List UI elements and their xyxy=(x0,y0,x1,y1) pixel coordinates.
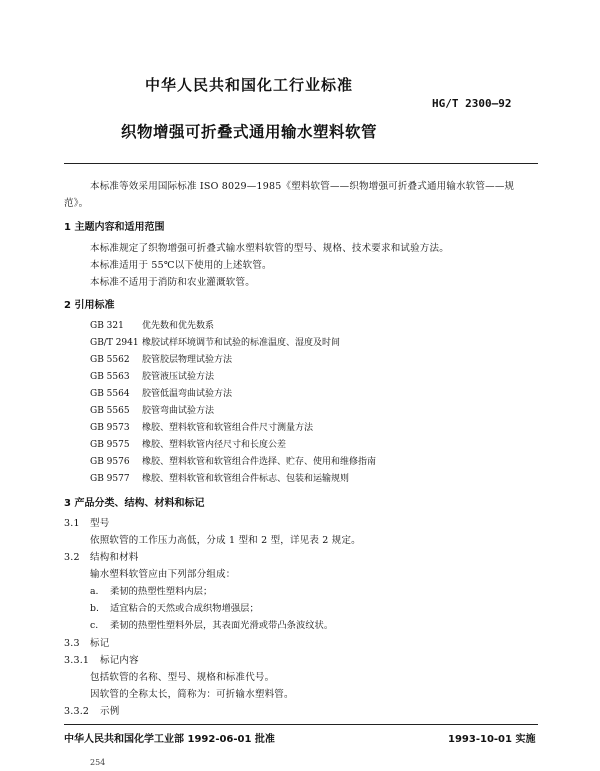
reference-code: GB/T 2941 xyxy=(90,338,139,348)
reference-code: GB 5563 xyxy=(90,372,130,382)
list-text: 柔韧的热塑性塑料外层，其表面光滑或带凸条波纹状。 xyxy=(110,620,334,631)
reference-item xyxy=(90,335,340,348)
clause-3-3-1-heading xyxy=(64,652,139,666)
reference-title: 胶管胶层物理试验方法 xyxy=(142,355,233,365)
reference-title: 优先数和优先数系 xyxy=(142,321,215,331)
list-marker: a. xyxy=(90,586,99,597)
clause-number: 3.3.1 xyxy=(64,655,90,666)
reference-code: GB 9576 xyxy=(90,457,130,467)
clause-title: 标记 xyxy=(90,638,110,649)
reference-title: 橡胶、塑料软管和软管组合件选择、贮存、使用和维修指南 xyxy=(142,457,377,467)
clause-3-3-2-heading xyxy=(64,703,119,717)
clause-3-1-heading xyxy=(64,515,109,529)
reference-title: 橡胶、塑料软管内径尺寸和长度公差 xyxy=(142,440,287,450)
reference-code: GB 9573 xyxy=(90,423,130,433)
reference-title: 橡胶试样环境调节和试验的标准温度、湿度及时间 xyxy=(142,338,341,348)
standard-title: 织物增强可折叠式通用输水塑料软管 xyxy=(121,123,378,141)
header-rule xyxy=(64,163,538,164)
section-1-heading: 1 主题内容和适用范围 xyxy=(64,222,165,233)
clause-number: 3.3.2 xyxy=(64,706,90,717)
reference-code: GB 5562 xyxy=(90,355,130,365)
clause-3-3-1-line: 因软管的全称太长，简称为：可折输水塑料管。 xyxy=(90,689,294,700)
clause-title: 型号 xyxy=(90,518,110,529)
clause-title: 结构和材料 xyxy=(90,552,139,563)
effective-date: 1993-10-01 实施 xyxy=(448,734,536,745)
clause-3-2-heading xyxy=(64,549,139,563)
list-item xyxy=(90,617,333,631)
clause-number: 3.2 xyxy=(64,552,80,563)
list-text: 适宜粘合的天然或合成织物增强层； xyxy=(110,603,259,614)
reference-code: GB 5565 xyxy=(90,406,130,416)
clause-number: 3.3 xyxy=(64,638,80,649)
reference-item xyxy=(90,437,286,450)
list-text: 柔韧的热塑性塑料内层； xyxy=(110,586,213,597)
list-item xyxy=(90,600,259,614)
reference-item xyxy=(90,403,214,416)
section-1-line: 本标准适用于 55℃以下使用的上述软管。 xyxy=(90,260,272,271)
intro-line-1: 本标准等效采用国际标准 ISO 8029—1985《塑料软管——织物增强可折叠式通用输水软管——规 xyxy=(90,181,515,192)
reference-title: 橡胶、塑料软管和软管组合件标志、包装和运输规则 xyxy=(142,474,350,484)
clause-3-3-1-line: 包括软管的名称、型号、规格和标准代号。 xyxy=(90,672,275,683)
reference-code: GB 321 xyxy=(90,321,124,331)
reference-item xyxy=(90,369,214,382)
section-2-heading: 2 引用标准 xyxy=(64,300,115,311)
clause-number: 3.1 xyxy=(64,518,80,529)
clause-3-1-text: 依照软管的工作压力高低，分成 1 型和 2 型，详见表 2 规定。 xyxy=(90,535,361,546)
reference-title: 橡胶、塑料软管和软管组合件尺寸测量方法 xyxy=(142,423,314,433)
reference-code: GB 9575 xyxy=(90,440,130,450)
reference-title: 胶管弯曲试验方法 xyxy=(142,406,215,416)
list-item xyxy=(90,583,212,597)
list-marker: b. xyxy=(90,603,99,614)
reference-item xyxy=(90,318,214,331)
clause-3-2-text: 输水塑料软管应由下列部分组成： xyxy=(90,569,236,580)
reference-item xyxy=(90,386,232,399)
reference-item xyxy=(90,420,313,433)
reference-code: GB 5564 xyxy=(90,389,130,399)
section-1-line: 本标准不适用于消防和农业灌溉软管。 xyxy=(90,277,255,288)
reference-item xyxy=(90,352,232,365)
section-3-heading: 3 产品分类、结构、材料和标记 xyxy=(64,498,205,509)
reference-item xyxy=(90,454,376,467)
footer-rule xyxy=(64,724,538,725)
reference-code: GB 9577 xyxy=(90,474,130,484)
clause-title: 示例 xyxy=(100,706,120,717)
clause-3-3-heading xyxy=(64,635,109,649)
reference-title: 胶管液压试验方法 xyxy=(142,372,215,382)
list-marker: c. xyxy=(90,620,99,631)
section-1-line: 本标准规定了织物增强可折叠式输水塑料软管的型号、规格、技术要求和试验方法。 xyxy=(90,243,449,254)
reference-item xyxy=(90,471,349,484)
issuing-body: 中华人民共和国化工行业标准 xyxy=(145,76,354,94)
page-number: 254 xyxy=(90,758,106,767)
standard-code: HG/T 2300—92 xyxy=(432,97,512,110)
clause-title: 标记内容 xyxy=(100,655,139,666)
intro-line-2: 范》。 xyxy=(64,198,89,209)
reference-title: 胶管低温弯曲试验方法 xyxy=(142,389,233,399)
approval-line: 中华人民共和国化学工业部 1992-06-01 批准 xyxy=(64,734,275,745)
